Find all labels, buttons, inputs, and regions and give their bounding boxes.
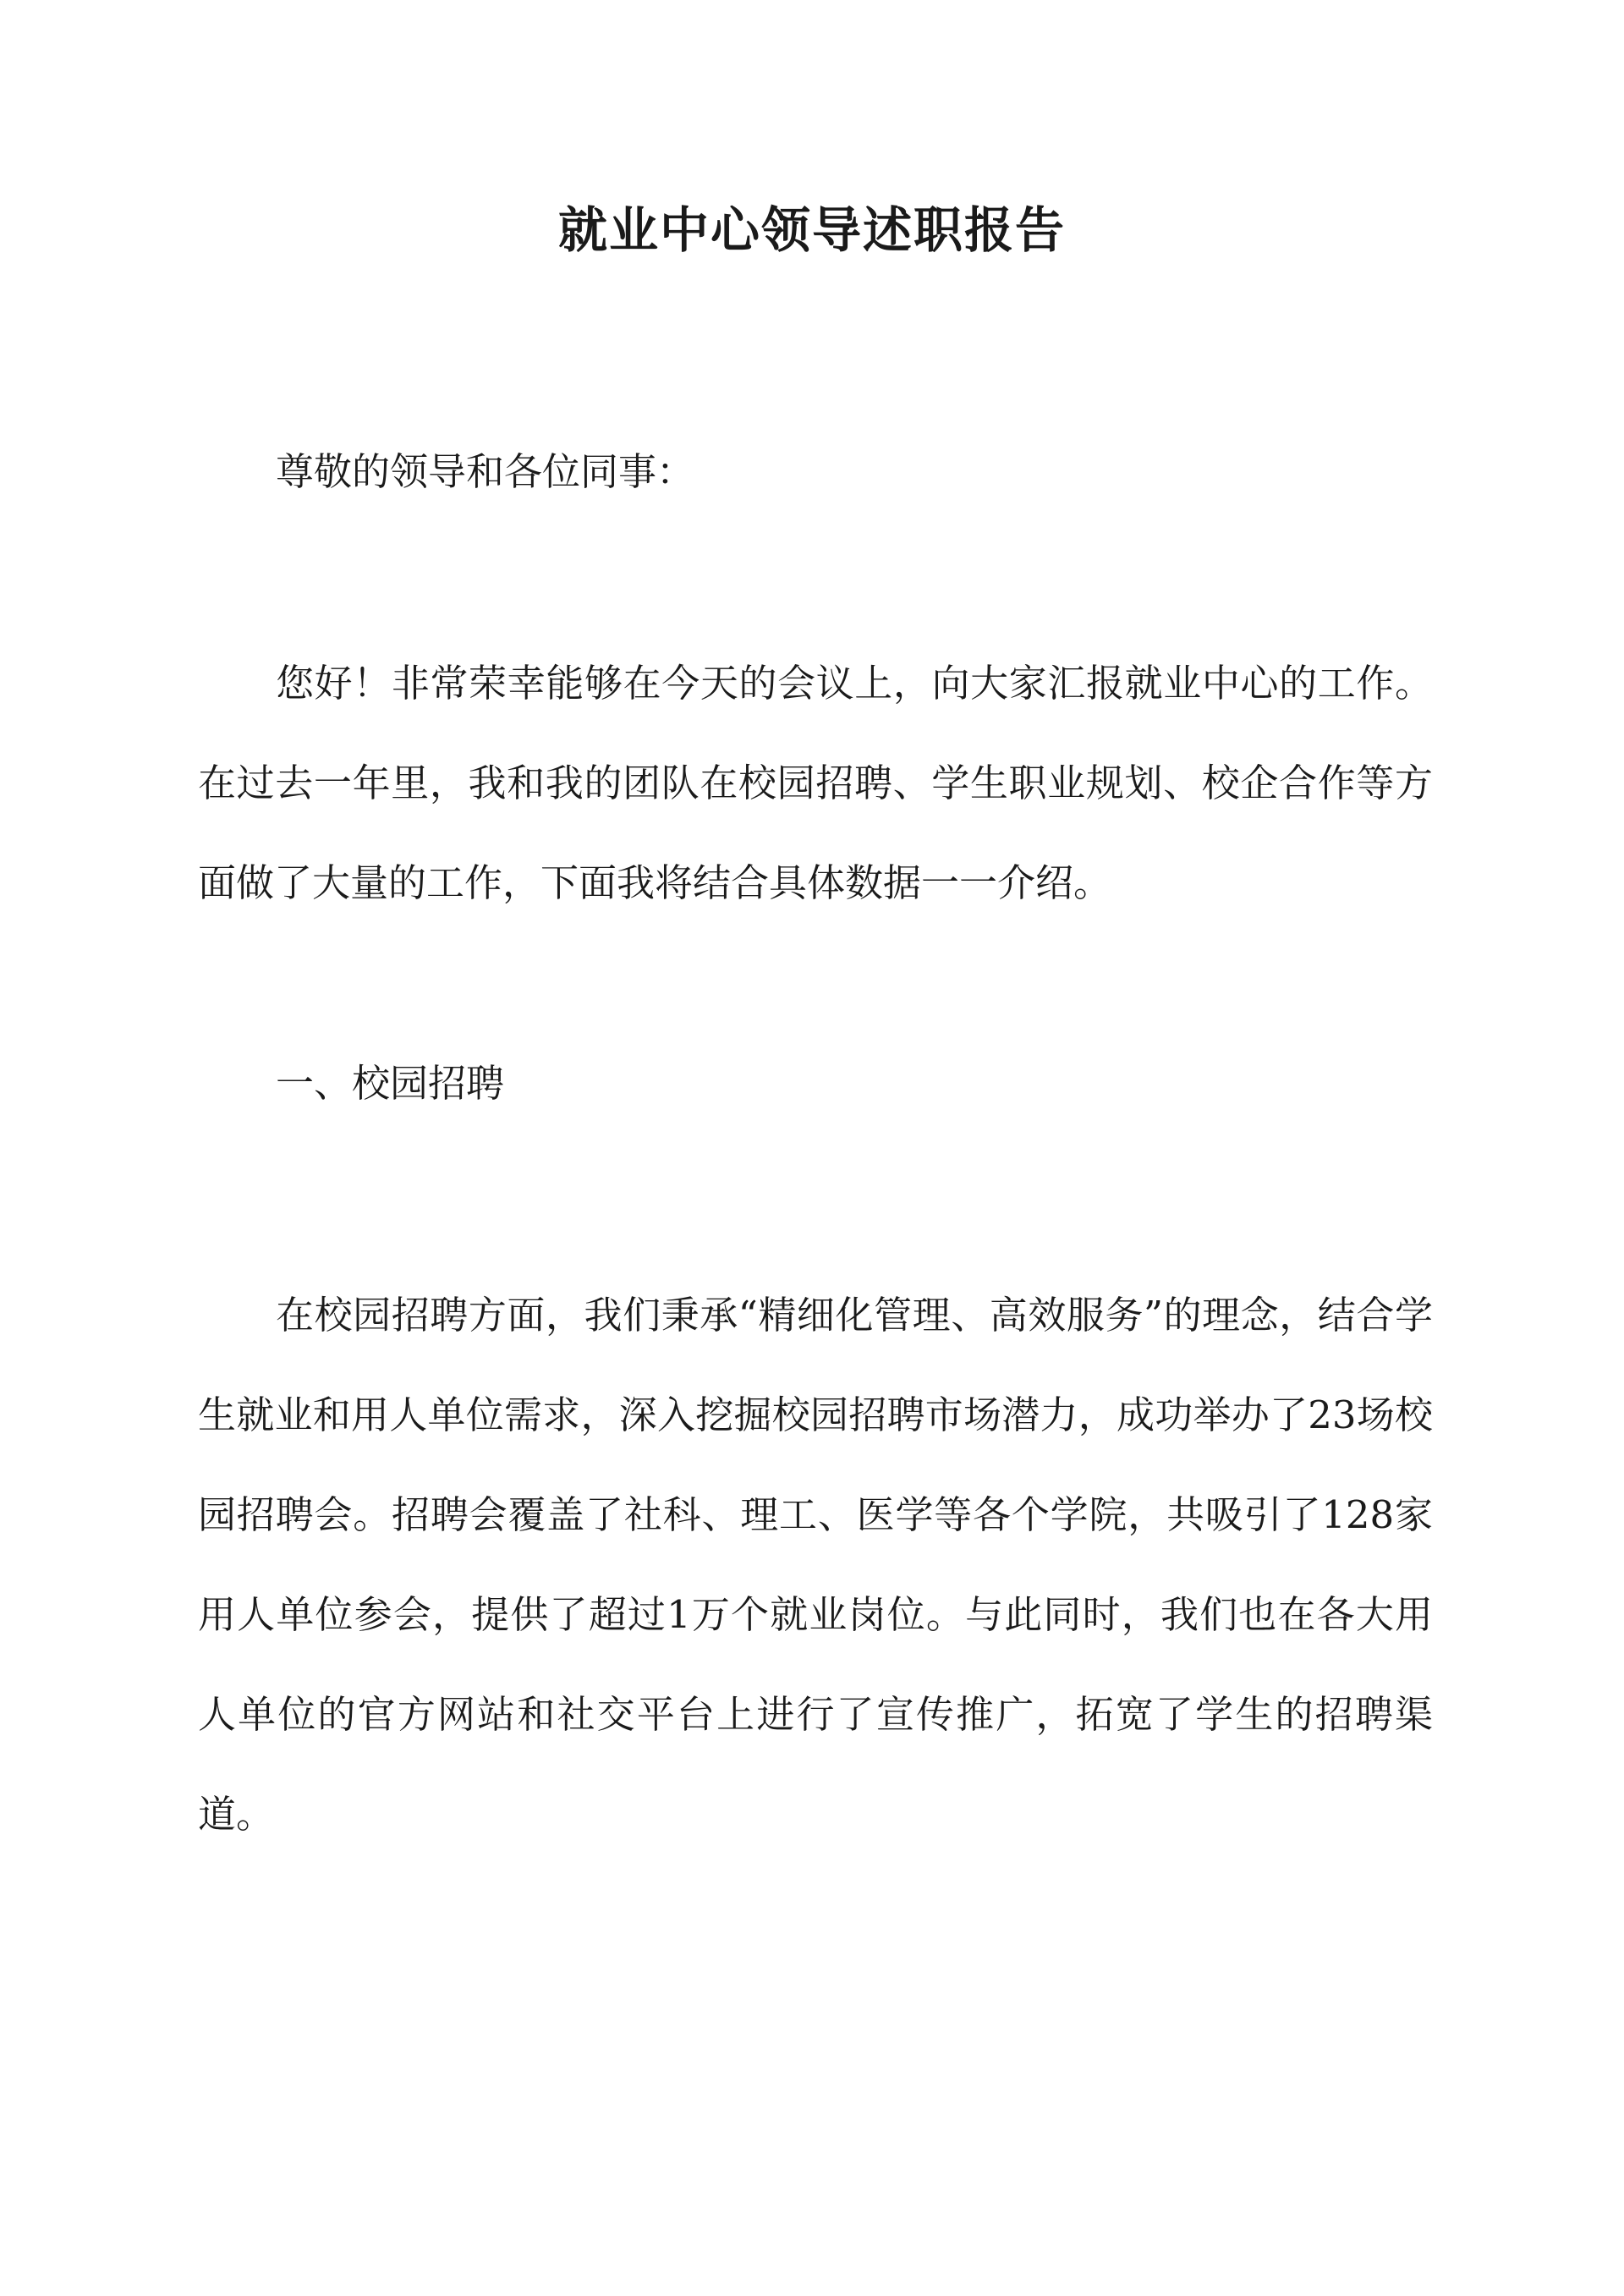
campus-recruitment-paragraph: 在校园招聘方面，我们秉承“精细化管理、高效服务”的理念，结合学生就业和用人单位需求，深入挖掘校园招聘市场潜力，成功举办了23场校园招聘会。招聘会覆盖了社科、理工、医学等各个学院，共吸引了128家用人单位参会，提供了超过1万个就业岗位。与此同时，我们也在各大用人单位的官方网站和社交平台上进行了宣传推广，拓宽了学生的招聘渠道。 xyxy=(198,1293,1433,1837)
intro-paragraph: 您好！非常荣幸能够在今天的会议上，向大家汇报就业中心的工作。在过去一年里，我和我的团队在校园招聘、学生职业规划、校企合作等方面做了大量的工作，下面我将结合具体数据一一介绍。 xyxy=(198,661,1433,905)
document-title: 就业中心领导述职报告 xyxy=(557,201,1066,259)
section-heading-campus-recruitment: 一、校园招聘 xyxy=(276,1061,505,1106)
salutation: 尊敬的领导和各位同事： xyxy=(276,449,695,494)
